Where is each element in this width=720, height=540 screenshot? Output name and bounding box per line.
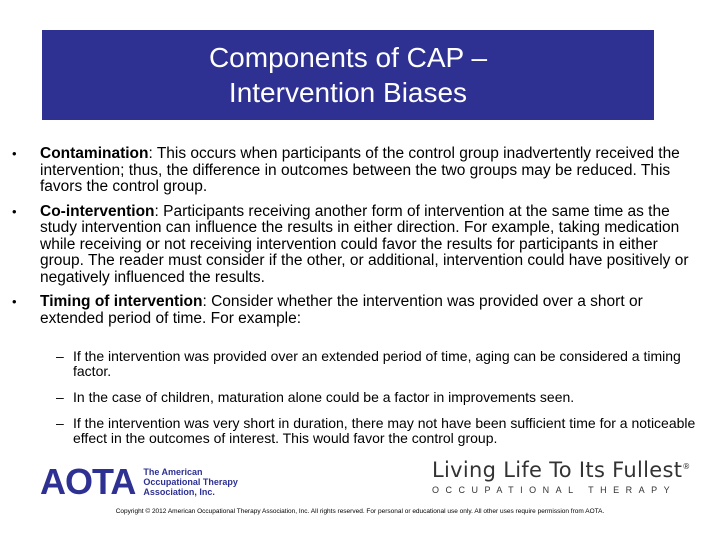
- sub-bullet-text: If the intervention was provided over an extended period of time, aging can be considered a timing factor.: [73, 348, 681, 379]
- sub-tagline-text: OCCUPATIONAL THERAPY: [432, 485, 677, 495]
- sub-bullet-list: [0, 349, 720, 457]
- sub-bullet-item: [0, 416, 720, 446]
- bullet-item: [0, 294, 720, 327]
- aota-logo-text: [143, 467, 238, 497]
- sub-bullet-item: [0, 390, 720, 405]
- bullet-item: [0, 204, 720, 287]
- bullet-dot-icon: •: [12, 294, 17, 309]
- bullet-term: Contamination: [40, 145, 149, 162]
- aota-name-line: Association, Inc.: [143, 487, 215, 497]
- aota-logo: [40, 461, 238, 502]
- bullet-dot-icon: •: [12, 203, 17, 219]
- bullet-text: : Participants receiving another form of intervention at the same time as the study intervention can influence the results in either direction. For example, taking medication while receiving or not receiving intervention could favor the results for participants in either group. The reader must consider if the other, or additional, intervention could have positively or negatively influenced the results.: [40, 202, 689, 286]
- dash-icon: –: [56, 348, 64, 364]
- bullet-dot-icon: •: [12, 146, 17, 161]
- slide-title-line-1: Components of CAP –: [208, 42, 488, 73]
- sub-bullet-text: In the case of children, maturation alone could be a factor in improvements seen.: [73, 389, 575, 405]
- copyright-notice: Copyright © 2012 American Occupational Therapy Association, Inc. All rights reserved. For personal or educational use only. All other uses require permission from AOTA.: [115, 508, 605, 515]
- aota-logo-mark: AOTA: [40, 461, 136, 502]
- tagline-logo: [432, 458, 692, 495]
- tagline-main: Living Life To Its Fullest: [432, 458, 683, 482]
- registered-mark: ®: [682, 462, 691, 471]
- bullet-text: : This occurs when participants of the control group inadvertently received the intervention; thus, the difference in outcomes between the two groups may be reduced. This favors the control group.: [40, 145, 680, 195]
- dash-icon: –: [56, 415, 64, 431]
- slide-title: [42, 30, 654, 120]
- bullet-term: Co-intervention: [40, 202, 155, 220]
- slide-title-line-2: Intervention Biases: [228, 77, 468, 108]
- bullet-term: Timing of intervention: [40, 293, 203, 310]
- sub-bullet-item: [0, 349, 720, 379]
- aota-name-line: Occupational Therapy: [143, 477, 238, 487]
- aota-name-line: The American: [143, 467, 203, 477]
- sub-bullet-text: If the intervention was very short in duration, there may not have been sufficient time for a noticeable effect in the outcomes of interest. This would favor the control group.: [73, 415, 696, 446]
- bullet-text: : Consider whether the intervention was provided over a short or extended period of time. For example:: [40, 293, 643, 327]
- bullet-list: [0, 146, 720, 335]
- bullet-item: [0, 146, 720, 196]
- dash-icon: –: [56, 389, 64, 405]
- tagline-text: [432, 458, 692, 482]
